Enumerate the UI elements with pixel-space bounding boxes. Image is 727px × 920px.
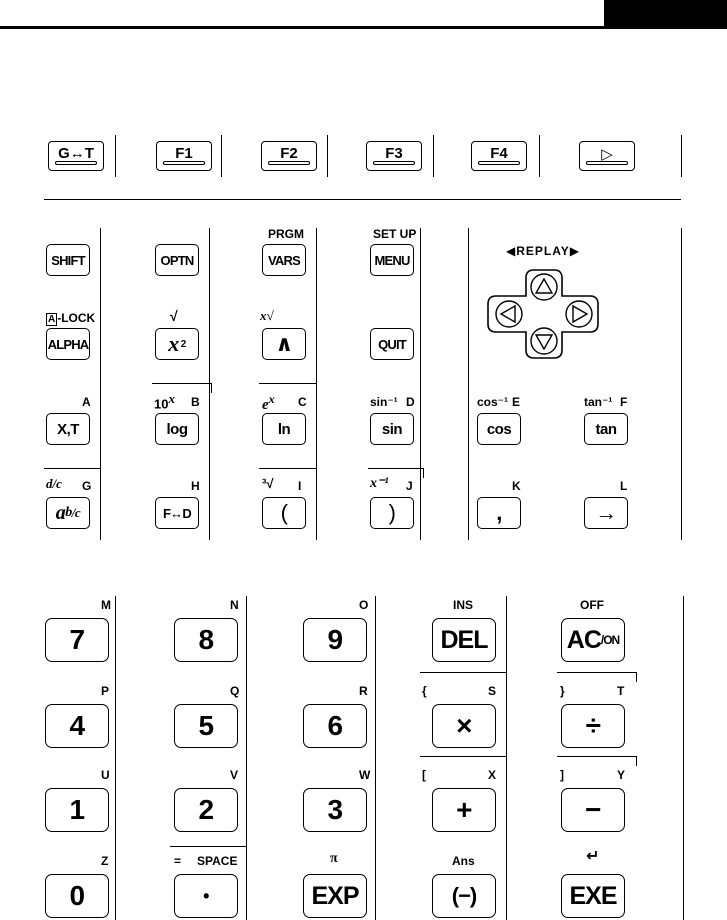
alpha-j-label: J: [406, 479, 413, 493]
optn-key[interactable]: OPTN: [155, 244, 199, 276]
alpha-s-label: S: [488, 684, 497, 698]
five-key[interactable]: 5: [174, 704, 238, 748]
f1-key[interactable]: F1: [156, 141, 212, 171]
alpha-a-label: A: [82, 395, 91, 409]
alpha-u-label: U: [101, 768, 110, 782]
four-key[interactable]: 4: [45, 704, 109, 748]
right-triangle-key[interactable]: ▷: [579, 141, 635, 171]
separator: [246, 596, 247, 920]
atan-label: tan⁻¹: [584, 395, 613, 409]
decimal-key[interactable]: •: [174, 874, 238, 918]
sin-key[interactable]: sin: [370, 413, 414, 445]
alpha-g-label: G: [82, 479, 92, 493]
label-bracket: [44, 468, 101, 469]
separator: [420, 228, 421, 540]
nine-key[interactable]: 9: [303, 618, 367, 662]
label-bracket: [557, 672, 637, 673]
exp-key[interactable]: EXP: [303, 874, 367, 918]
section-divider: [44, 199, 681, 200]
ans-label: Ans: [452, 854, 475, 868]
minus-key[interactable]: −: [561, 788, 625, 832]
menu-key[interactable]: MENU: [370, 244, 414, 276]
arrow-key[interactable]: →: [584, 497, 628, 529]
f4-key[interactable]: F4: [471, 141, 527, 171]
zero-key[interactable]: 0: [45, 874, 109, 918]
xinv-label: x⁻¹: [370, 476, 389, 491]
rbrack-label: ]: [560, 768, 564, 782]
alpha-m-label: M: [101, 598, 111, 612]
f2-key[interactable]: F2: [261, 141, 317, 171]
separator: [221, 135, 222, 177]
comma-key[interactable]: ,: [477, 497, 521, 529]
alpha-v-label: V: [230, 768, 239, 782]
seven-key[interactable]: 7: [45, 618, 109, 662]
alock-label: A -LOCK: [48, 311, 96, 325]
separator: [115, 596, 116, 920]
lbrace-label: {: [422, 684, 427, 698]
exe-key[interactable]: EXE: [561, 874, 625, 918]
xroot-label: x√: [260, 308, 274, 323]
alpha-k-label: K: [512, 479, 521, 493]
plus-key[interactable]: +: [432, 788, 496, 832]
label-bracket: [152, 383, 212, 384]
return-icon: ↵: [586, 848, 600, 865]
multiply-key[interactable]: ×: [432, 704, 496, 748]
separator: [327, 135, 328, 177]
quit-key[interactable]: QUIT: [370, 328, 414, 360]
alpha-l-label: L: [620, 479, 628, 493]
del-key[interactable]: DEL: [432, 618, 496, 662]
cos-key[interactable]: cos: [477, 413, 521, 445]
ln-key[interactable]: ln: [262, 413, 306, 445]
alpha-key[interactable]: ALPHA: [46, 328, 90, 360]
f3-key[interactable]: F3: [366, 141, 422, 171]
alpha-t-label: T: [617, 684, 625, 698]
separator: [115, 135, 116, 177]
lbrack-label: [: [422, 768, 426, 782]
pi-label: π: [330, 851, 338, 866]
tan-key[interactable]: tan: [584, 413, 628, 445]
label-bracket: [259, 383, 317, 384]
label-bracket: [170, 846, 247, 847]
ins-label: INS: [453, 598, 474, 612]
separator: [433, 135, 434, 177]
header-tab: [604, 0, 727, 27]
alpha-o-label: O: [359, 598, 369, 612]
prgm-label: PRGM: [268, 227, 304, 241]
equals-label: =: [174, 854, 182, 868]
alpha-r-label: R: [359, 684, 368, 698]
cbrt-label: ³√: [262, 476, 274, 491]
fraction-key[interactable]: a b / c: [46, 497, 90, 529]
replay-label: ◀REPLAY▶: [506, 244, 581, 258]
one-key[interactable]: 1: [45, 788, 109, 832]
separator: [375, 596, 376, 920]
alpha-e-label: E: [512, 395, 521, 409]
negative-key[interactable]: (−): [432, 874, 496, 918]
off-label: OFF: [580, 598, 604, 612]
alpha-q-label: Q: [230, 684, 240, 698]
setup-label: SET UP: [373, 227, 417, 241]
power-key[interactable]: ∧: [262, 328, 306, 360]
vars-key[interactable]: VARS: [262, 244, 306, 276]
alpha-y-label: Y: [617, 768, 626, 782]
header-rule: [0, 26, 727, 29]
separator: [683, 596, 684, 920]
alpha-h-label: H: [191, 479, 200, 493]
alpha-w-label: W: [359, 768, 371, 782]
gt-key[interactable]: G↔T: [48, 141, 104, 171]
alpha-c-label: C: [298, 395, 307, 409]
acos-label: cos⁻¹: [477, 395, 509, 409]
right-paren-key[interactable]: ): [370, 497, 414, 529]
rbrace-label: }: [560, 684, 565, 698]
xt-key[interactable]: X,T: [46, 413, 90, 445]
alpha-d-label: D: [406, 395, 415, 409]
replay-dpad[interactable]: [478, 266, 610, 366]
tenx-label: 10$^x$: [154, 391, 175, 412]
alpha-n-label: N: [230, 598, 239, 612]
alpha-i-label: I: [298, 479, 302, 493]
label-bracket: [420, 672, 507, 673]
separator: [468, 228, 469, 540]
left-paren-key[interactable]: (: [262, 497, 306, 529]
separator: [681, 135, 682, 177]
asin-label: sin⁻¹: [370, 395, 398, 409]
separator: [539, 135, 540, 177]
eight-key[interactable]: 8: [174, 618, 238, 662]
two-key[interactable]: 2: [174, 788, 238, 832]
x-squared-key[interactable]: x 2: [155, 328, 199, 360]
sqrt-label: √: [170, 308, 178, 324]
alpha-x-label: X: [488, 768, 497, 782]
separator: [100, 228, 101, 540]
divide-key[interactable]: ÷: [561, 704, 625, 748]
separator: [681, 228, 682, 540]
fd-key[interactable]: F↔D: [155, 497, 199, 529]
ac-on-key[interactable]: AC /ON: [561, 618, 625, 662]
log-key[interactable]: log: [155, 413, 199, 445]
label-bracket: [259, 468, 317, 469]
alpha-z-label: Z: [101, 854, 109, 868]
alpha-b-label: B: [191, 395, 200, 409]
space-label: SPACE: [197, 854, 238, 868]
alpha-f-label: F: [620, 395, 628, 409]
label-bracket: [420, 756, 507, 757]
three-key[interactable]: 3: [303, 788, 367, 832]
separator: [209, 228, 210, 540]
alpha-p-label: P: [101, 684, 110, 698]
label-bracket: [557, 756, 637, 757]
shift-key[interactable]: SHIFT: [46, 244, 90, 276]
six-key[interactable]: 6: [303, 704, 367, 748]
dc-label: d/c: [46, 476, 62, 491]
label-bracket: [368, 468, 424, 469]
ex-label: $e^x$: [262, 392, 275, 413]
